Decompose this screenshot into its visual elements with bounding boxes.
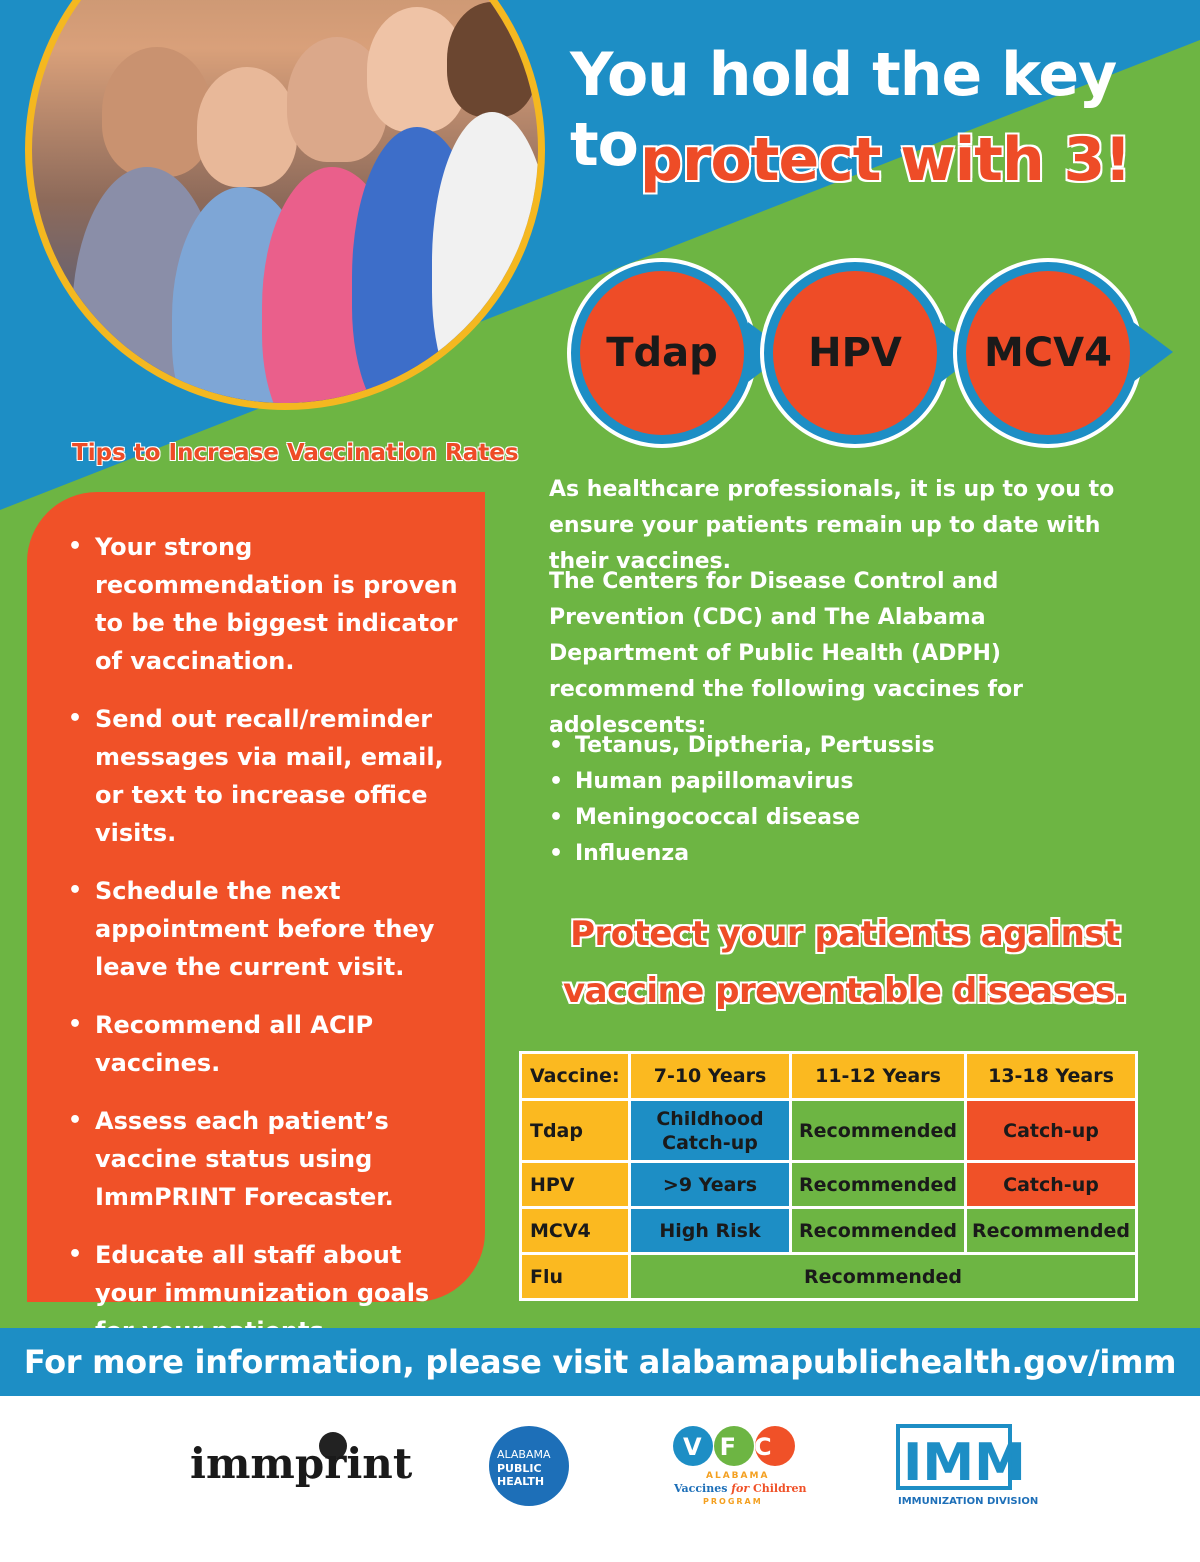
table-header-cell: Vaccine: xyxy=(521,1053,630,1100)
tip-item: • Your strong recommendation is proven to be the biggest indicator of vaccination. xyxy=(68,528,463,680)
svg-text:IMM: IMM xyxy=(903,1433,1026,1493)
svg-text:ALABAMA: ALABAMA xyxy=(706,1471,770,1481)
table-cell: Recommended xyxy=(791,1208,966,1254)
table-row xyxy=(521,1208,1137,1254)
table-cell: MCV4 xyxy=(521,1208,630,1254)
table-cell: Recommended xyxy=(791,1100,966,1162)
headline-line-2: protect with 3! xyxy=(640,125,1131,195)
vaccine-circle-tdap: Tdap xyxy=(571,262,753,444)
vaccine-list-item: • Tetanus, Diptheria, Pertussis xyxy=(549,728,935,764)
arrow-right-icon xyxy=(1133,322,1173,382)
logo-strip xyxy=(0,1396,1200,1558)
svg-text:PUBLIC: PUBLIC xyxy=(497,1462,542,1475)
table-row xyxy=(521,1254,1137,1300)
imm-division-logo xyxy=(898,1426,1038,1507)
svg-text:ALABAMA: ALABAMA xyxy=(497,1448,551,1461)
info-banner xyxy=(0,1328,1200,1396)
table-cell: Recommended xyxy=(966,1208,1137,1254)
vaccine-list-item: • Human papillomavirus xyxy=(549,764,935,800)
tips-title: Tips to Increase Vaccination Rates xyxy=(72,440,519,466)
table-cell: Recommended xyxy=(630,1254,1137,1300)
cdc-paragraph: The Centers for Disease Control and Prevention (CDC) and The Alabama Department of Public Health (ADPH) recommend the following vaccines for adolescents: xyxy=(549,569,1024,738)
vaccine-schedule-table xyxy=(519,1051,1138,1301)
table-cell: HPV xyxy=(521,1162,630,1208)
table-header-cell: 11-12 Years xyxy=(791,1053,966,1100)
table-cell: Childhood Catch-up xyxy=(630,1100,791,1162)
table-cell: Catch-up xyxy=(966,1100,1137,1162)
vaccine-circle-mcv4: MCV4 xyxy=(957,262,1139,444)
protect-line-1: Protect your patients against xyxy=(570,914,1120,954)
vaccine-list-item: • Influenza xyxy=(549,836,935,872)
svg-text:IMMUNIZATION DIVISION: IMMUNIZATION DIVISION xyxy=(898,1496,1039,1507)
headline-line-1: You hold the key to xyxy=(570,40,1117,180)
svg-text:Vaccines for Children: Vaccines for Children xyxy=(674,1482,807,1495)
intro-paragraph: As healthcare professionals, it is up to you to ensure your patients remain up to date with their vaccines. xyxy=(549,477,1115,574)
table-cell: Recommended xyxy=(791,1162,966,1208)
table-cell: Flu xyxy=(521,1254,630,1300)
protect-heading xyxy=(540,906,1150,1020)
table-cell: Tdap xyxy=(521,1100,630,1162)
immprint-logo xyxy=(190,1432,413,1488)
vfc-logo xyxy=(673,1426,807,1506)
svg-text:VFC: VFC xyxy=(683,1433,790,1461)
info-link-text[interactable]: For more information, please visit alabamapublichealth.gov/imm xyxy=(23,1343,1177,1381)
tip-item: • Schedule the next appointment before they leave the current visit. xyxy=(68,872,463,986)
tip-item: • Send out recall/reminder messages via mail, email, or text to increase office visits. xyxy=(68,700,463,852)
table-cell: High Risk xyxy=(630,1208,791,1254)
table-row xyxy=(521,1162,1137,1208)
table-header-cell: 13-18 Years xyxy=(966,1053,1137,1100)
svg-text:PROGRAM: PROGRAM xyxy=(703,1497,763,1506)
tip-item: • Recommend all ACIP vaccines. xyxy=(68,1006,463,1082)
immprint-wordmark: immprint xyxy=(190,1439,413,1488)
children-photo xyxy=(25,0,545,410)
logos-svg xyxy=(0,1396,1200,1558)
protect-line-2: vaccine preventable diseases. xyxy=(562,971,1128,1011)
tip-item: • Assess each patient’s vaccine status using ImmPRINT Forecaster. xyxy=(68,1102,463,1216)
tip-item: • Educate all staff about your immunization goals xyxy=(68,1236,463,1350)
table-header-cell: 7-10 Years xyxy=(630,1053,791,1100)
svg-text:HEALTH: HEALTH xyxy=(497,1475,545,1488)
table-cell: >9 Years xyxy=(630,1162,791,1208)
vaccine-list xyxy=(549,728,935,872)
tips-list xyxy=(68,528,463,1370)
table-row xyxy=(521,1100,1137,1162)
vaccine-list-item: • Meningococcal disease xyxy=(549,800,935,836)
table-cell: Catch-up xyxy=(966,1162,1137,1208)
table-header-row xyxy=(521,1053,1137,1100)
adph-logo xyxy=(489,1426,569,1506)
vaccine-circle-hpv: HPV xyxy=(764,262,946,444)
